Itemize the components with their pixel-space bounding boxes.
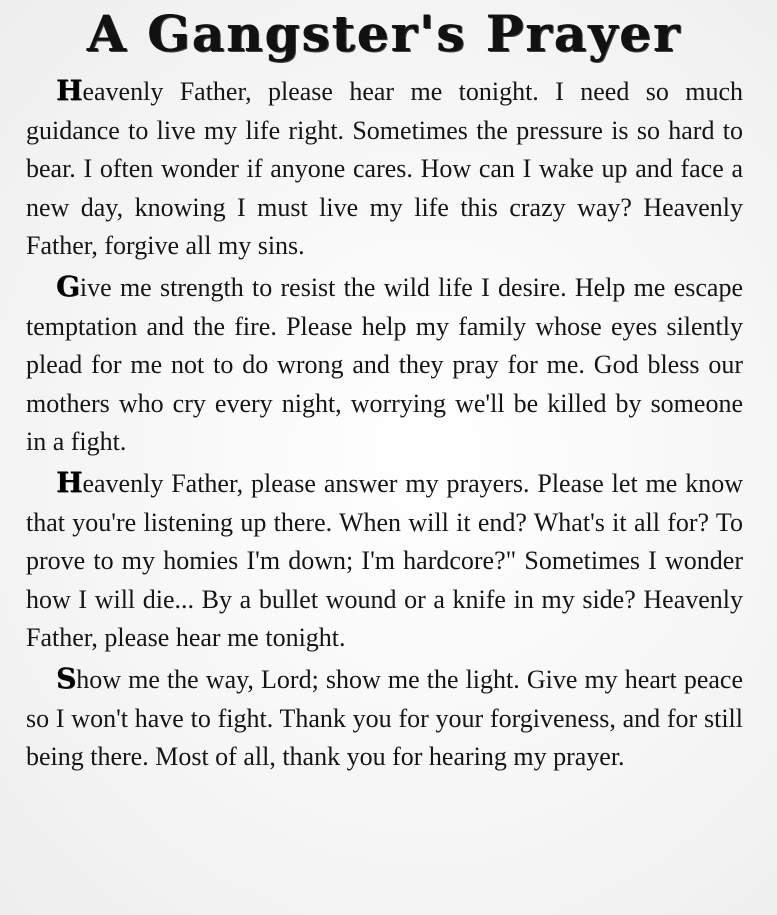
drop-cap-initial: S [56, 661, 77, 695]
paragraph-text: eavenly Father, please hear me tonight. I need so much guidance to live my life right. Sometimes the pressure is so hard to bear. I often wonder if anyone cares. How can I wake up and face a new day, knowing I must live my life this crazy way? Heavenly Father, forgive all my sins. [26, 77, 743, 261]
drop-cap-initial: H [56, 465, 83, 499]
drop-cap-initial: H [56, 74, 83, 107]
drop-cap-initial: G [56, 269, 80, 303]
paragraph-text: eavenly Father, please answer my prayers. Please let me know that you're listening up there. When will it end? What's it all for? To prove to my homies I'm down; I'm hardcore?" Sometimes I wonder how I will die... By a bullet wound or a knife in my side? Heavenly Father, please hear me tonight. [26, 468, 743, 653]
paragraph-text: ive me strength to resist the wild life I desire. Help me escape temptation and the fire. Please help my family whose eyes silently plead for me not to do wrong and they pray for me. God bless our mothers who cry every night, worrying we'll be killed by someone in a fight. [26, 272, 743, 457]
paragraph-text: how me the way, Lord; show me the light. Give my heart peace so I won't have to fight. Thank you for your forgiveness, and for still being there. Most of all, thank you for hearing my prayer. [26, 664, 743, 772]
prayer-title: A Gangster's Prayer [87, 4, 682, 63]
paragraph-1 [26, 72, 743, 266]
paragraph-2 [26, 268, 743, 462]
paragraph-4 [26, 660, 743, 777]
paragraph-3 [26, 464, 743, 658]
